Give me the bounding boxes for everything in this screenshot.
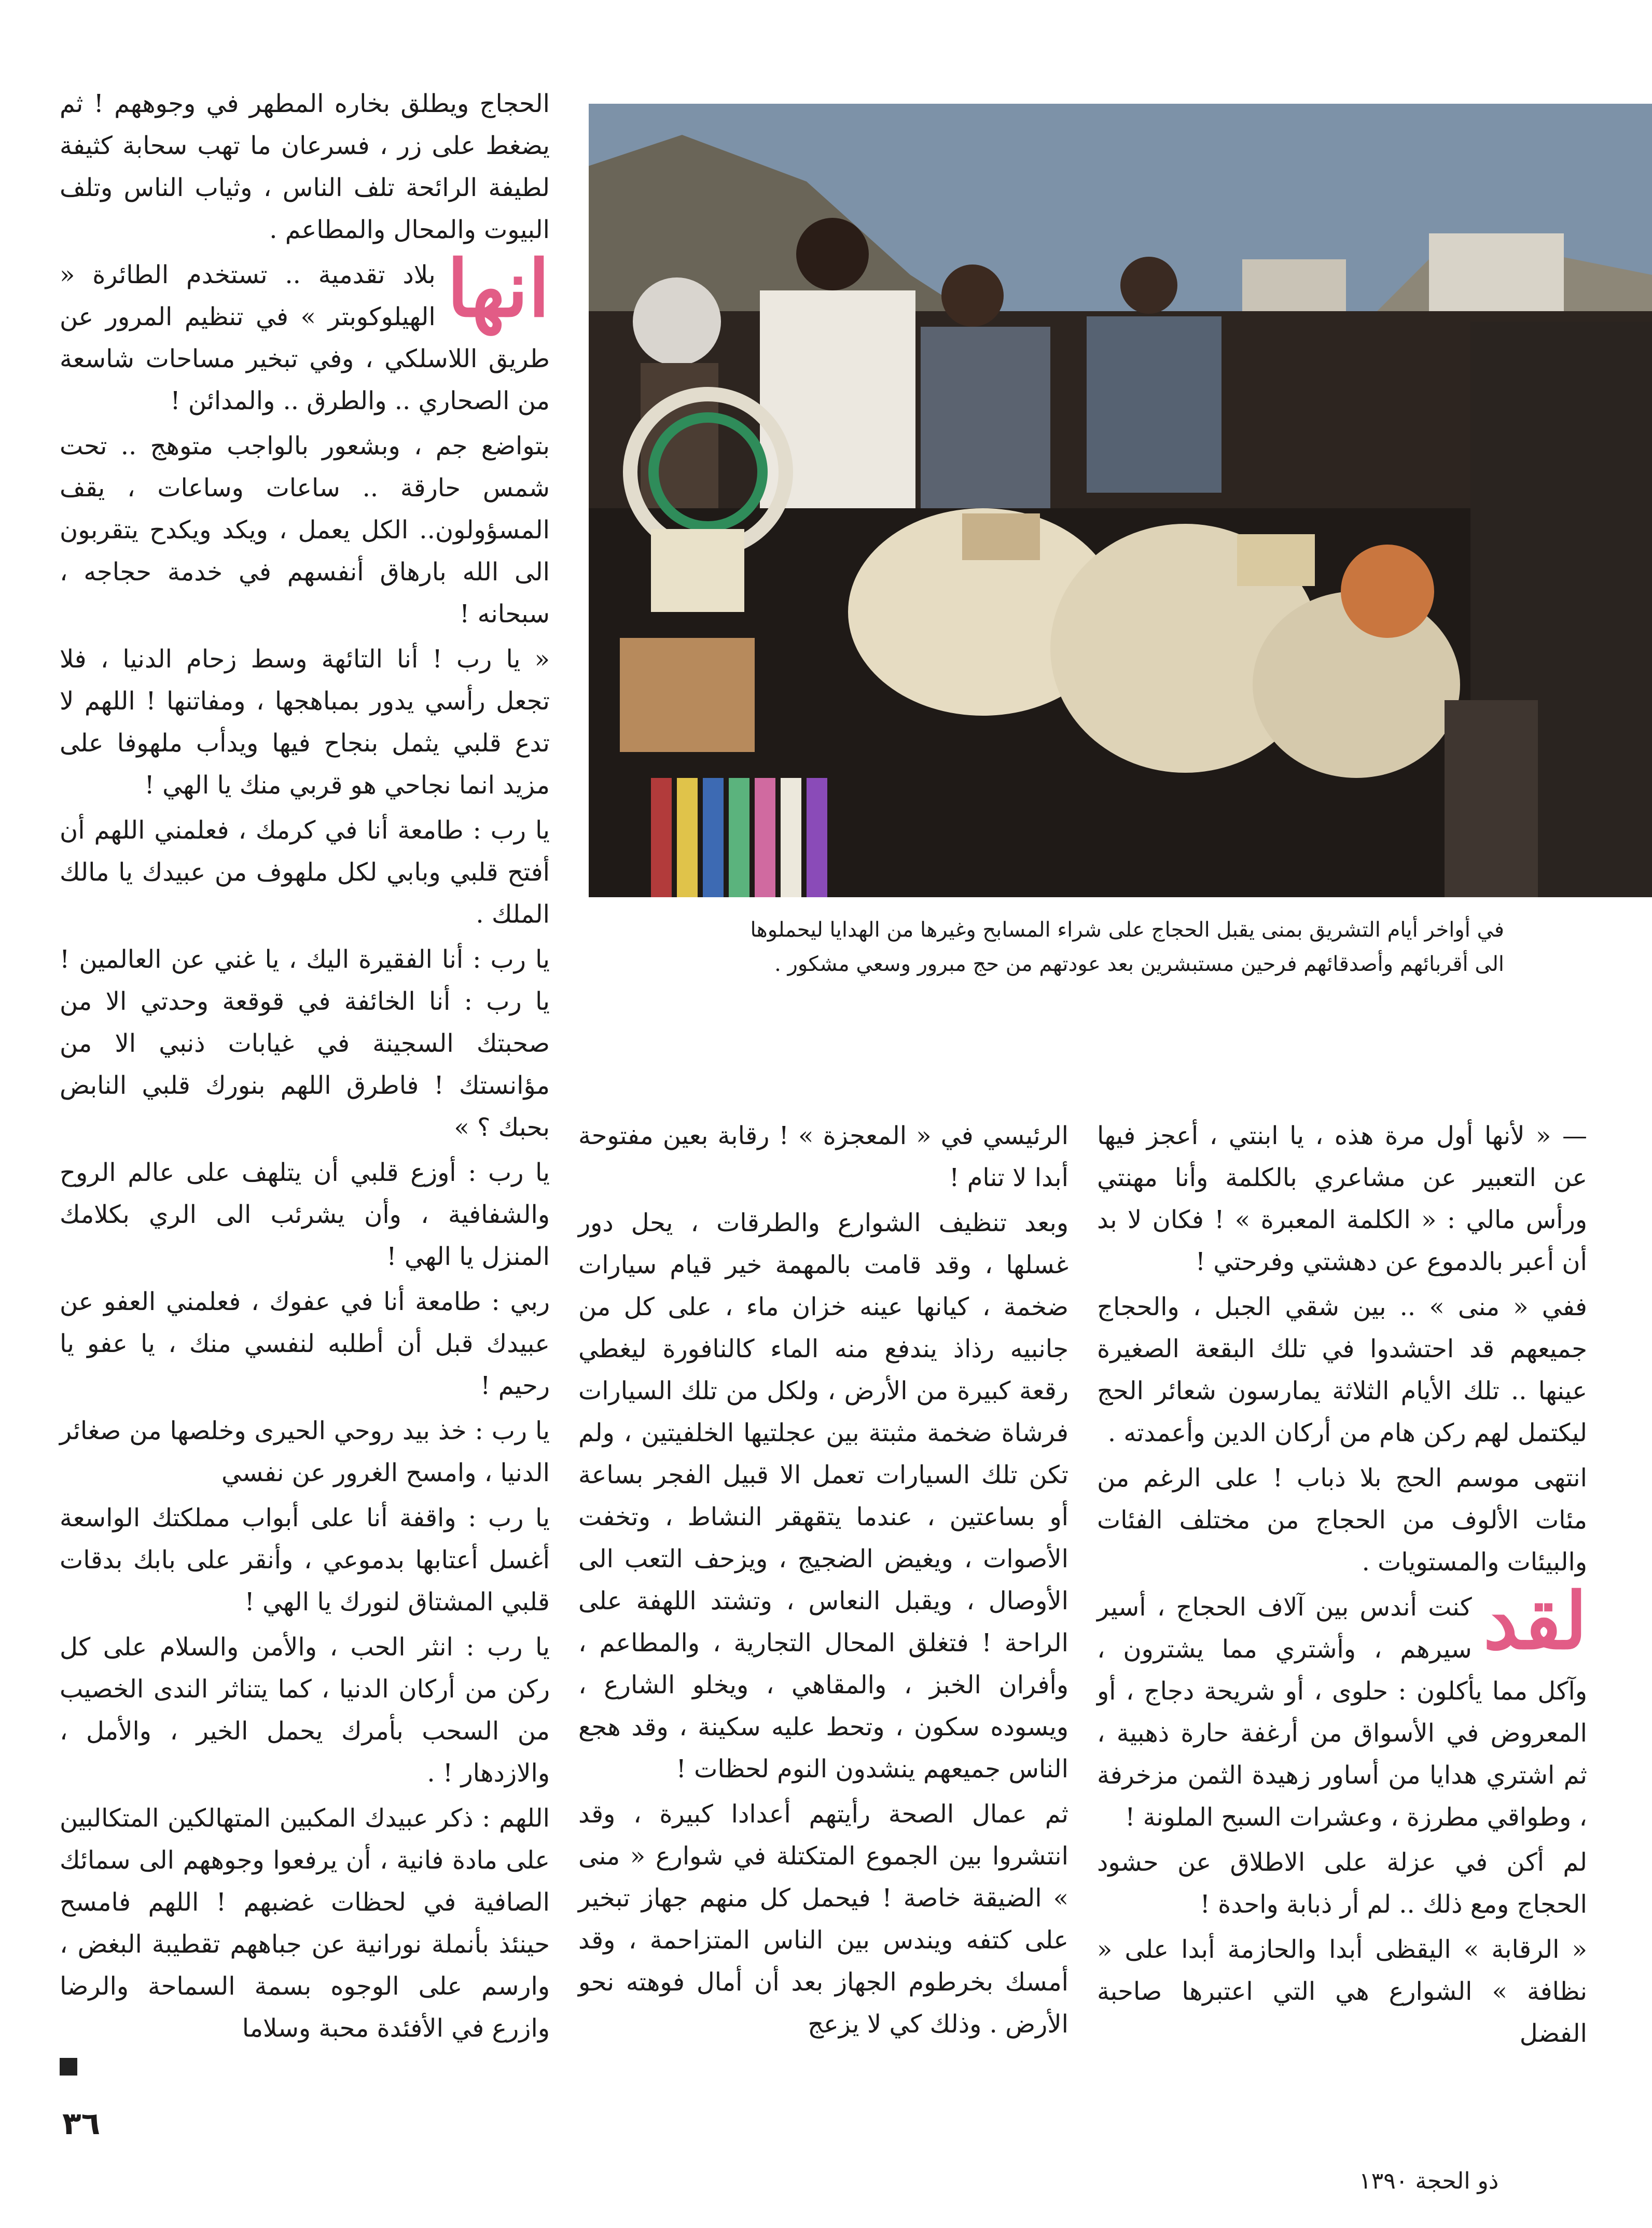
- paragraph: بتواضع جم ، وبشعور بالواجب متوهج .. تحت شمس حارقة .. ساعات وساعات ، يقف المسؤولون.. الكل يعمل ، ويكد ويكدح يتقربون الى الله بارهاق أنفسهم في خدمة حجاجه ، سبحانه !: [60, 431, 550, 629]
- page-number: ٣٦: [62, 2106, 101, 2142]
- paragraph: يا رب : انثر الحب ، والأمن والسلام على كل ركن من أركان الدنيا ، كما يتناثر الندى الخصيب من السحب بأمرك يحمل الخير ، والأمل ، والازدهار ! .: [60, 1633, 550, 1788]
- paragraph: الحجاج ويطلق بخاره المطهر في وجوههم ! ثم يضغط على زر ، فسرعان ما تهب سحابة كثيفة لطيفة الرائحة تلف الناس ، وثياب الناس وتلف البيوت والمحال والمطاعم .: [60, 89, 550, 244]
- paragraph: يا رب : طامعة أنا في كرمك ، فعلمني اللهم أن أفتح قلبي وبابي لكل ملهوف من عبيدك يا مالك الملك .: [60, 816, 550, 929]
- caption-line-2: الى أقربائهم وأصدقائهم فرحين مستبشرين بعد عودتهم من حج مبرور وسعي مشكور .: [774, 952, 1504, 976]
- left-column: [60, 83, 550, 2142]
- market-scene-icon: [589, 104, 1652, 897]
- paragraph: يا رب : أنا الفقيرة اليك ، يا غني عن العالمين ! يا رب : أنا الخائفة في قوقعة وحدتي الا من صحبتك السجينة في غيابات ذنبي الا من مؤانستك ! فاطرق اللهم بنورك قلبي النابض بحبك ؟ »: [60, 945, 550, 1142]
- right-column: [1097, 1115, 1587, 2152]
- paragraph: لم أكن في عزلة على الاطلاق عن حشود الحجاج ومع ذلك .. لم أر ذبابة واحدة !: [1097, 1848, 1587, 1919]
- paragraph: اللهم : ذكر عبيدك المكبين المتهالكين المتكالبين على مادة فانية ، أن يرفعوا وجوههم الى سمائك الصافية في لحظات غضبهم ! اللهم فامسح حينئذ بأنملة نورانية عن جباههم تقطيبة البغض ، وارسم على الوجوه بسمة السماحة والرضا وازرع في الأفئدة محبة وسلاما: [60, 1804, 550, 2043]
- paragraph-text: كنت أندس بين آلاف الحجاج ، أسير سيرهم ، وأشتري مما يشترون ، وآكل مما يأكلون : حلوى ، أو شريحة دجاج ، أو المعروض في الأسواق من أرغفة حارة ذهبية ، ثم اشتري هدايا من أساور زهيدة الثمن مزخرفة ، وطواقي مطرزة ، وعشرات السبح الملونة !: [1097, 1593, 1587, 1832]
- paragraph: وبعد تنظيف الشوارع والطرقات ، يحل دور غسلها ، وقد قامت بالمهمة خير قيام سيارات ضخمة ، كيانها عينه خزان ماء ، على كل من جانبيه رذاذ يندفع منه الماء كالنافورة ليغطي رقعة كبيرة من الأرض ، ولكل من تلك السيارات فرشاة ضخمة مثبتة بين عجلتيها الخلفيتين ، ولم تكن تلك السيارات تعمل الا قبيل الفجر بساعة أو بساعتين ، عندما يتقهقر النشاط ، وتخفت الأصوات ، ويغيض الضجيج ، ويزحف التعب الى الأوصال ، ويقبل النعاس ، وتشتد اللهفة على الراحة ! فتغلق المحال التجارية ، والمطاعم ، وأفران الخبز ، والمقاهي ، ويخلو الشارع ، ويسوده سكون ، وتحط عليه سكينة ، وقد هجع الناس جميعهم ينشدون النوم لحظات !: [578, 1208, 1068, 1784]
- paragraph-with-dropcap: [60, 243, 550, 422]
- paragraph: ربي : طامعة أنا في عفوك ، فعلمني العفو عن عبيدك قبل أن أطلبه لنفسي منك ، يا عفو يا رحيم !: [60, 1287, 550, 1400]
- paragraph: الرئيسي في « المعجزة » ! رقابة بعين مفتوحة أبدا لا تنام !: [578, 1121, 1068, 1192]
- middle-column: [578, 1115, 1068, 2152]
- caption-line-1: في أواخر أيام التشريق بمنى يقبل الحجاج على شراء المسابح وغيرها من الهدايا ليحملوها: [750, 918, 1504, 942]
- issue-date: ذو الحجة ١٣٩٠: [1359, 2168, 1499, 2194]
- photo: [589, 104, 1652, 897]
- paragraph: « الرقابة » اليقظى أبدا والحازمة أبدا على « نظافة » الشوارع هي التي اعتبرها صاحبة الفضل: [1097, 1935, 1587, 2048]
- end-mark: [60, 2058, 77, 2076]
- paragraph: يا رب : أوزع قلبي أن يتلهف على عالم الروح والشفافية ، وأن يشرئب الى الري بكلامك المنزل يا الهي !: [60, 1158, 550, 1271]
- paragraph: يا رب : خذ بيد روحي الحيرى وخلصها من صغائر الدنيا ، وامسح الغرور عن نفسي: [60, 1416, 550, 1487]
- dropcap: انها: [447, 243, 550, 335]
- dropcap: لقد: [1483, 1576, 1587, 1667]
- paragraph: ثم عمال الصحة رأيتهم أعدادا كبيرة ، وقد انتشروا بين الجموع المتكتلة في شوارع « منى » الضيقة خاصة ! فيحمل كل منهم جهاز تبخير على كتفه ويندس بين الناس المتزاحمة ، وقد أمسك بخرطوم الجهاز بعد أن أمال فوهته نحو الأرض . وذلك كي لا يزعج: [578, 1800, 1068, 2039]
- paragraph: انتهى موسم الحج بلا ذباب ! على الرغم من مئات الألوف من الحجاج من مختلف الفئات والبيئات والمستويات .: [1097, 1464, 1587, 1577]
- paragraph: « يا رب ! أنا التائهة وسط زحام الدنيا ، فلا تجعل رأسي يدور بمباهجها ، ومفاتنها ! اللهم لا تدع قلبي يثمل بنجاح فيها ويدأب ملهوفا على مزيد انما نجاحي هو قربي منك يا الهي !: [60, 645, 550, 800]
- paragraph: ففي « منى » .. بين شقي الجبل ، والحجاج جميعهم قد احتشدوا في تلك البقعة الصغيرة عينها .. تلك الأيام الثلاثة يمارسون شعائر الحج ليكتمل لهم ركن هام من أركان الدين وأعمدته .: [1097, 1292, 1587, 1447]
- paragraph: — « لأنها أول مرة هذه ، يا ابنتي ، أعجز فيها عن التعبير عن مشاعري بالكلمة وأنا مهنتي ورأس مالي : « الكلمة المعبرة » ! فكان لا بد أن أعبر بالدموع عن دهشتي وفرحتي !: [1097, 1121, 1588, 1276]
- paragraph-with-dropcap: [1097, 1576, 1587, 1839]
- paragraph-text: بلاد تقدمية .. تستخدم الطائرة « الهيلوكوبتر » في تنظيم المرور عن طريق اللاسلكي ، وفي تبخير مساحات شاسعة من الصحاري .. والطرق .. والمدائن !: [60, 260, 550, 415]
- paragraph: يا رب : واقفة أنا على أبواب مملكتك الواسعة أغسل أعتابها بدموعي ، وأنقر على بابك بدقات قلبي المشتاق لنورك يا الهي !: [60, 1503, 550, 1617]
- photo-caption: [664, 913, 1504, 981]
